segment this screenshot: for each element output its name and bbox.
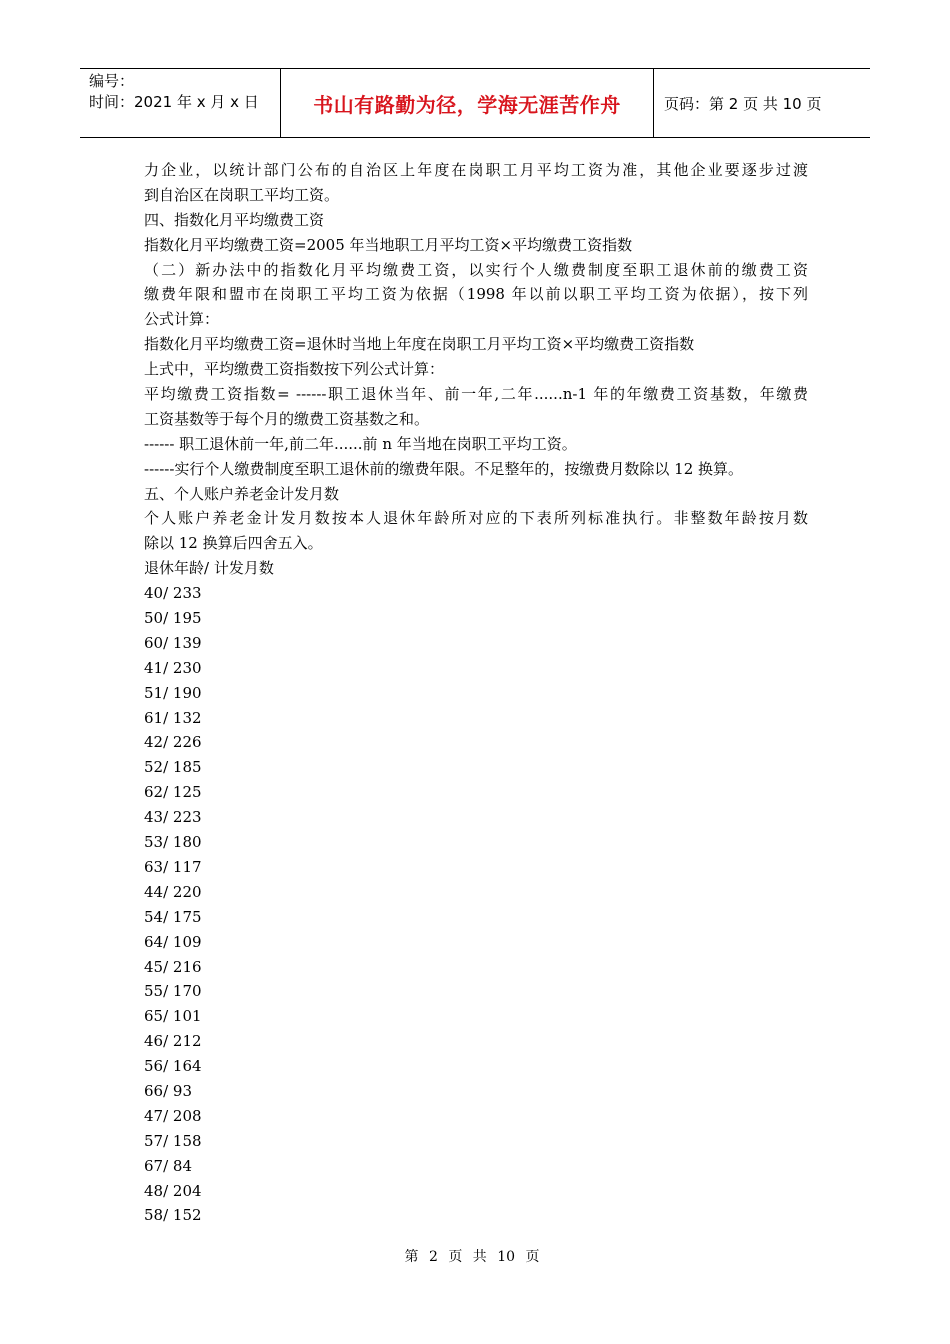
list-item: 63/ 117 <box>144 857 202 876</box>
list-item: 61/ 132 <box>144 708 202 727</box>
page-footer <box>0 1246 950 1266</box>
list-item: 51/ 190 <box>144 683 202 702</box>
footer-ye: 页 <box>448 1249 463 1265</box>
header-meta <box>80 69 281 137</box>
paragraph-line: 上式中，平均缴费工资指数按下列公式计算： <box>144 360 445 379</box>
list-item: 62/ 125 <box>144 783 202 802</box>
age-months-list <box>144 581 808 1228</box>
list-item: 57/ 158 <box>144 1131 202 1150</box>
paragraph-line: 除以 12 换算后四舍五入。 <box>144 534 323 553</box>
paragraph-line: 到自治区在岗职工平均工资。 <box>144 185 340 204</box>
footer-ye: 页 <box>525 1249 540 1265</box>
list-item: 58/ 152 <box>144 1206 202 1225</box>
list-item: 60/ 139 <box>144 633 202 652</box>
header-page-label: 页码：第 2 页 共 10 页 <box>664 94 822 113</box>
list-item: 53/ 180 <box>144 833 202 852</box>
formula-line: 指数化月平均缴费工资=2005 年当地职工月平均工资×平均缴费工资指数 <box>144 235 633 254</box>
list-item: 64/ 109 <box>144 932 202 951</box>
header-date-label: 时间：2021 年 x 月 x 日 <box>89 93 259 111</box>
footer-gong: 共 <box>472 1249 487 1265</box>
list-item: 48/ 204 <box>144 1181 202 1200</box>
list-item: 45/ 216 <box>144 957 202 976</box>
list-item: 47/ 208 <box>144 1106 202 1125</box>
header-motto: 书山有路勤为径，学海无涯苦作舟 <box>281 69 654 137</box>
list-item: 66/ 93 <box>144 1081 192 1100</box>
paragraph-line: ------实行个人缴费制度至职工退休前的缴费年限。不足整年的，按缴费月数除以 12 换算。 <box>144 459 744 478</box>
footer-page-number: 2 <box>428 1249 438 1265</box>
document-body <box>144 158 808 1228</box>
list-item: 52/ 185 <box>144 758 202 777</box>
page-header <box>80 68 870 138</box>
paragraph-line: （二）新办法中的指数化月平均缴费工资，以实行个人缴费制度至职工退休前的缴费工资 <box>144 260 808 279</box>
footer-di: 第 <box>404 1249 419 1265</box>
paragraph-line: 力企业，以统计部门公布的自治区上年度在岗职工月平均工资为准，其他企业要逐步过渡 <box>144 161 808 179</box>
paragraph-line: 公式计算： <box>144 310 220 329</box>
footer-total-pages: 10 <box>497 1249 516 1265</box>
formula-line: 指数化月平均缴费工资=退休时当地上年度在岗职工月平均工资×平均缴费工资指数 <box>144 335 695 354</box>
formula-line: 平均缴费工资指数= ------职工退休当年、前一年,二年......n-1 年的年缴费工资基数，年缴费 <box>144 385 808 404</box>
paragraph-line: 工资基数等于每个月的缴费工资基数之和。 <box>144 409 430 428</box>
list-item: 41/ 230 <box>144 658 202 677</box>
list-item: 40/ 233 <box>144 584 202 603</box>
section-heading: 五、个人账户养老金计发月数 <box>144 484 340 503</box>
list-item: 65/ 101 <box>144 1007 202 1026</box>
list-item: 44/ 220 <box>144 882 202 901</box>
table-header: 退休年龄/ 计发月数 <box>144 559 274 578</box>
paragraph-line: 个人账户养老金计发月数按本人退休年龄所对应的下表所列标准执行。非整数年龄按月数 <box>144 509 808 528</box>
list-item: 55/ 170 <box>144 982 202 1001</box>
paragraph-line: 缴费年限和盟市在岗职工平均工资为依据（1998 年以前以职工平均工资为依据），按下列 <box>144 285 808 304</box>
list-item: 54/ 175 <box>144 907 202 926</box>
list-item: 46/ 212 <box>144 1032 202 1051</box>
list-item: 50/ 195 <box>144 609 202 628</box>
header-number-label: 编号： <box>89 72 135 90</box>
list-item: 67/ 84 <box>144 1156 192 1175</box>
section-heading: 四、指数化月平均缴费工资 <box>144 210 325 229</box>
list-item: 43/ 223 <box>144 808 202 827</box>
list-item: 56/ 164 <box>144 1057 202 1076</box>
paragraph-line: ------ 职工退休前一年,前二年......前 n 年当地在岗职工平均工资。 <box>144 434 577 453</box>
list-item: 42/ 226 <box>144 733 202 752</box>
